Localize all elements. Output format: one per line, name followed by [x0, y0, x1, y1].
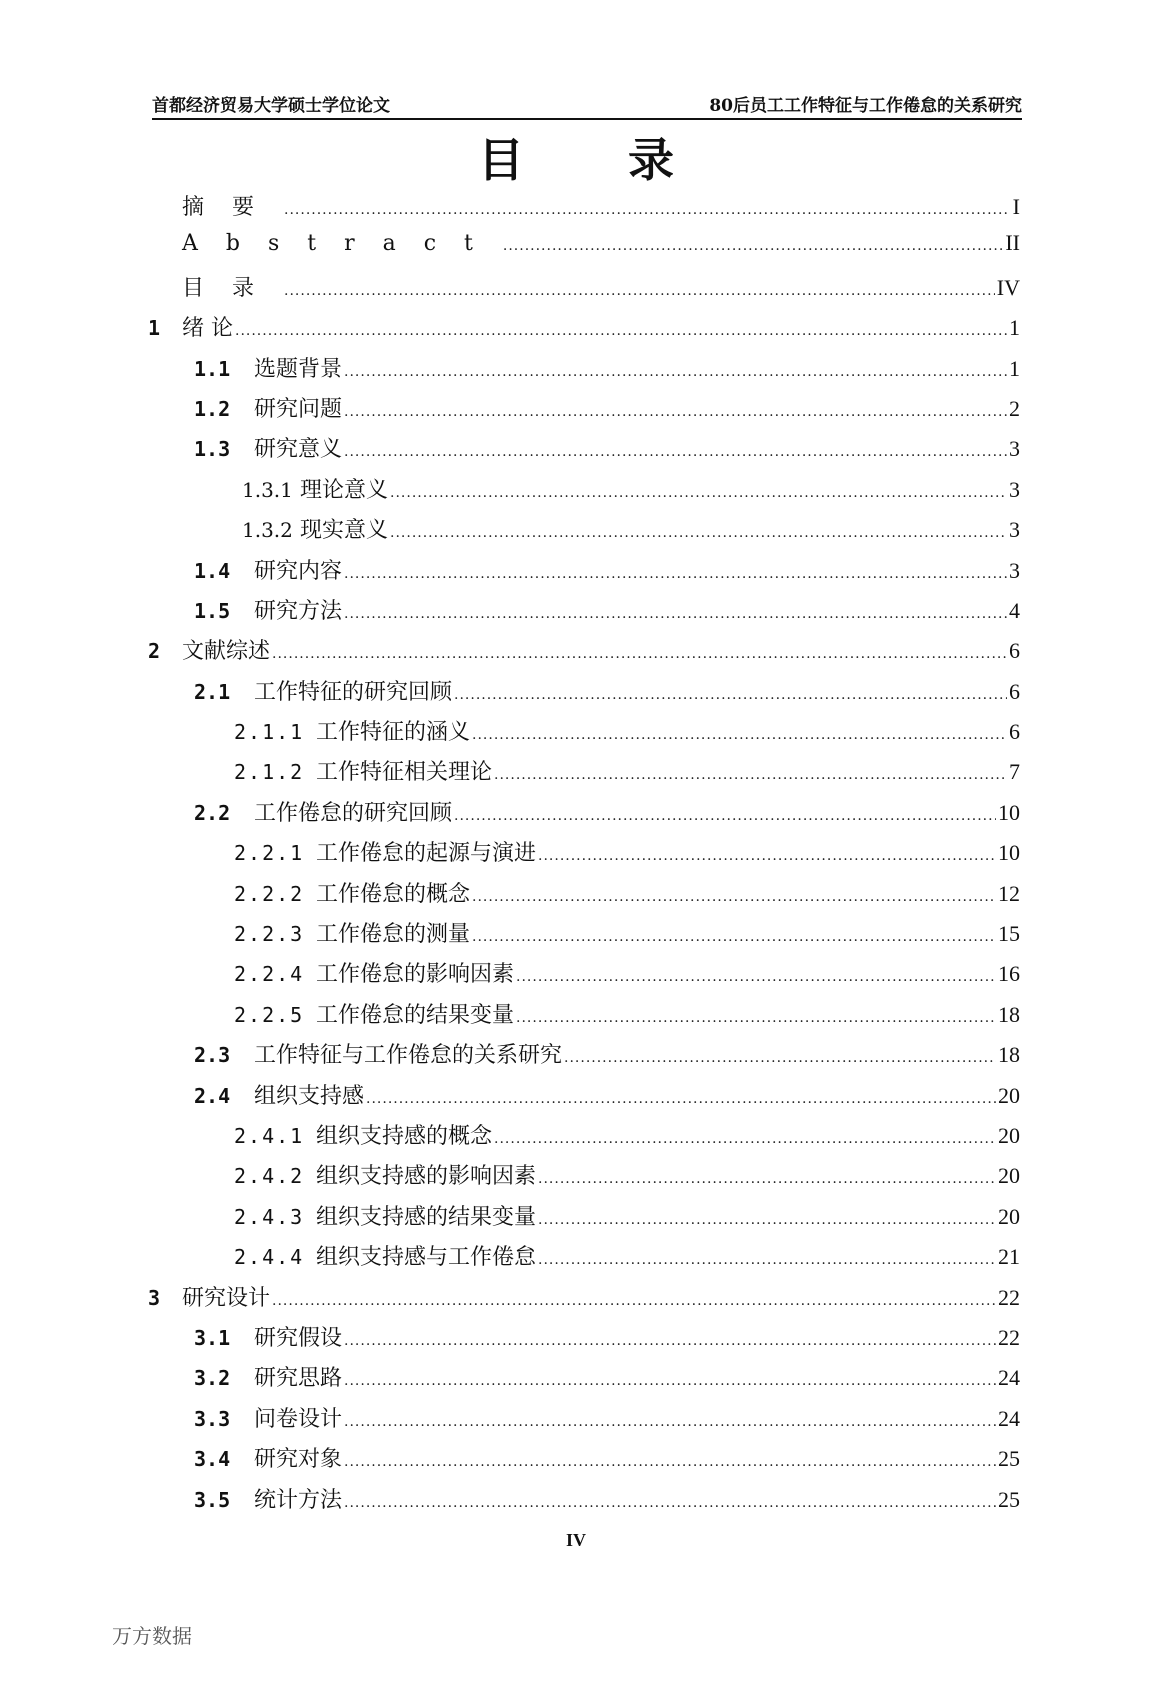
toc-entry-page: 2 — [1009, 395, 1020, 421]
toc-entry[interactable] — [148, 1361, 1020, 1401]
toc-dot-leader — [344, 1414, 996, 1430]
toc-entry-title: 研究对象 — [254, 1447, 343, 1473]
toc-entry-page: 12 — [998, 880, 1020, 906]
page-title: 目 录 — [477, 133, 718, 187]
toc-dot-leader — [272, 646, 1007, 662]
toc-entry-number: 2.2.5 — [234, 1002, 305, 1027]
toc-entry[interactable] — [148, 432, 1020, 472]
toc-entry-page: 20 — [998, 1122, 1020, 1148]
toc-entry-page: 18 — [998, 1042, 1020, 1068]
page-header — [152, 92, 1022, 120]
toc-entry[interactable] — [148, 755, 1020, 795]
toc-dot-leader — [516, 969, 996, 985]
toc-entry-title: 研究问题 — [254, 396, 343, 422]
toc-dot-leader — [472, 889, 996, 905]
toc-entry[interactable] — [148, 392, 1020, 432]
toc-entry-number: 2.4.2 — [234, 1164, 305, 1189]
toc-entry-page: 6 — [1009, 678, 1020, 704]
toc-entry-title: 研究内容 — [254, 558, 343, 584]
toc-dot-leader — [344, 1373, 996, 1389]
toc-entry-number: 3 — [148, 1285, 161, 1310]
toc-entry[interactable] — [148, 1159, 1020, 1199]
toc-entry-number: 1.3 — [194, 437, 231, 462]
toc-entry-number: 3.4 — [194, 1447, 231, 1472]
toc-entry[interactable] — [148, 1079, 1020, 1119]
toc-entry-number: 2.4.1 — [234, 1123, 305, 1148]
toc-entry[interactable] — [148, 513, 1020, 553]
toc-entry[interactable] — [148, 554, 1020, 594]
toc-entry-number: 2.2.2 — [234, 881, 305, 906]
toc-entry-title: 研究假设 — [254, 1325, 343, 1351]
toc-entry[interactable] — [148, 634, 1020, 674]
toc-entry-title: 现实意义 — [300, 518, 389, 544]
toc-entry-title: 工作特征与工作倦怠的关系研究 — [254, 1043, 563, 1069]
toc-entry-title: 组织支持感与工作倦怠 — [316, 1245, 537, 1271]
toc-entry-page: 18 — [998, 1001, 1020, 1027]
toc-entry-title: 研究思路 — [254, 1366, 343, 1392]
header-left-text: 首都经济贸易大学硕士学位论文 — [152, 96, 390, 116]
toc-entry-page: 3 — [1009, 517, 1020, 543]
toc-dot-leader — [344, 606, 1007, 622]
toc-dot-leader — [494, 767, 1007, 783]
header-right-text: 80后员工工作特征与工作倦怠的关系研究 — [709, 96, 1022, 116]
toc-entry-number: 2.1.1 — [234, 720, 305, 745]
toc-entry[interactable] — [148, 1483, 1020, 1523]
toc-dot-leader — [503, 238, 1003, 254]
toc-entry-page: 24 — [998, 1365, 1020, 1391]
toc-entry-number: 1.5 — [194, 598, 231, 623]
toc-dot-leader — [344, 566, 1007, 582]
toc-entry-number: 3.3 — [194, 1406, 231, 1431]
toc-entry-title: 选题背景 — [254, 356, 343, 382]
toc-entry-number: 2.2.4 — [234, 962, 305, 987]
toc-entry[interactable] — [148, 998, 1020, 1038]
toc-entry-title: 工作倦怠的测量 — [316, 922, 471, 948]
toc-entry-page: 25 — [998, 1446, 1020, 1472]
toc-entry-title: 组织支持感的结果变量 — [316, 1204, 537, 1230]
toc-entry[interactable] — [148, 352, 1020, 392]
toc-entry-title: 工作倦怠的结果变量 — [316, 1002, 515, 1028]
toc-entry-number: 1.3.1 — [242, 477, 293, 502]
toc-dot-leader — [494, 1131, 996, 1147]
toc-entry[interactable] — [148, 271, 1020, 311]
toc-entry-title: 组织支持感的概念 — [316, 1123, 493, 1149]
toc-dot-leader — [390, 525, 1007, 541]
toc-entry-title: 工作倦怠的起源与演进 — [316, 841, 537, 867]
toc-entry-number: 3.1 — [194, 1325, 231, 1350]
toc-entry-number: 2.2 — [194, 800, 231, 825]
toc-entry-page: 22 — [998, 1284, 1020, 1310]
toc-entry-page: II — [1005, 230, 1020, 256]
toc-entry-page: 15 — [998, 921, 1020, 947]
toc-entry-page: 6 — [1009, 638, 1020, 664]
toc-entry-title: 绪 论 — [182, 316, 233, 342]
toc-entry[interactable] — [148, 1038, 1020, 1078]
toc-entry-page: 10 — [998, 840, 1020, 866]
toc-entry-title: 研究设计 — [182, 1285, 271, 1311]
toc-dot-leader — [454, 687, 1007, 703]
toc-entry[interactable] — [148, 796, 1020, 836]
toc-entry-page: 7 — [1009, 759, 1020, 785]
toc-dot-leader — [454, 808, 996, 824]
toc-entry-page: IV — [996, 274, 1020, 300]
toc-entry-title: 工作倦怠的研究回顾 — [254, 800, 453, 826]
page-number: IV — [565, 1530, 586, 1550]
toc-entry-number: 1.4 — [194, 558, 231, 583]
toc-entry-title: 理论意义 — [300, 477, 389, 503]
toc-dot-leader — [344, 404, 1007, 420]
toc-entry[interactable] — [148, 1240, 1020, 1280]
toc-entry-number: 2.2.3 — [234, 922, 305, 947]
toc-dot-leader — [538, 1212, 996, 1228]
toc-entry-title: 研究方法 — [254, 598, 343, 624]
toc-entry-number: 2.3 — [194, 1043, 231, 1068]
toc-entry-page: 22 — [998, 1324, 1020, 1350]
toc-entry-number: 2 — [148, 639, 161, 664]
toc-dot-leader — [235, 323, 1007, 339]
toc-entry-page: 4 — [1009, 597, 1020, 623]
toc-entry-title: 工作特征相关理论 — [316, 760, 493, 786]
toc-entry[interactable] — [148, 877, 1020, 917]
toc-entry-title: Abstract — [182, 231, 501, 257]
toc-entry-number: 1.3.2 — [242, 518, 293, 543]
toc-entry-page: 1 — [1009, 355, 1020, 381]
toc-dot-leader — [472, 929, 996, 945]
toc-dot-leader — [538, 1171, 996, 1187]
toc-entry[interactable] — [148, 675, 1020, 715]
toc-entry[interactable] — [148, 594, 1020, 634]
toc-entry-title: 工作特征的涵义 — [316, 720, 471, 746]
toc-entry[interactable] — [148, 1281, 1020, 1321]
toc-entry[interactable] — [148, 1119, 1020, 1159]
toc-entry-page: I — [1012, 194, 1020, 219]
toc-entry[interactable] — [148, 715, 1020, 755]
toc-entry-title: 工作倦怠的影响因素 — [316, 962, 515, 988]
toc-entry-title: 文献综述 — [182, 639, 271, 665]
toc-entry-number: 2.1 — [194, 679, 231, 704]
toc-dot-leader — [390, 485, 1007, 501]
toc-entry-page: 20 — [998, 1203, 1020, 1229]
toc-dot-leader — [344, 1333, 996, 1349]
toc-entry-page: 16 — [998, 961, 1020, 987]
toc-entry-number: 2.4.4 — [234, 1245, 305, 1270]
toc-entry[interactable] — [148, 957, 1020, 997]
toc-entry[interactable] — [148, 190, 1020, 230]
toc-entry[interactable] — [148, 1321, 1020, 1361]
toc-entry[interactable] — [148, 1402, 1020, 1442]
toc-entry-page: 25 — [998, 1486, 1020, 1512]
toc-dot-leader — [472, 727, 1007, 743]
watermark: 万方数据 — [112, 1624, 192, 1648]
toc-dot-leader — [272, 1293, 996, 1309]
toc-entry-number: 2.1.2 — [234, 760, 305, 785]
toc-dot-leader — [284, 283, 995, 299]
toc-dot-leader — [284, 202, 1008, 218]
toc-entry[interactable] — [148, 311, 1020, 351]
toc-entry-page: 24 — [998, 1405, 1020, 1431]
toc-entry[interactable] — [148, 1442, 1020, 1482]
toc-entry-number: 2.2.1 — [234, 841, 305, 866]
toc-entry-title: 组织支持感 — [254, 1083, 365, 1109]
toc-entry-title: 工作倦怠的概念 — [316, 881, 471, 907]
toc-entry[interactable] — [148, 1200, 1020, 1240]
toc-entry-page: 21 — [998, 1244, 1020, 1270]
toc-entry-title: 问卷设计 — [254, 1406, 343, 1432]
toc-entry-title: 组织支持感的影响因素 — [316, 1164, 537, 1190]
toc-dot-leader — [516, 1010, 996, 1026]
toc-entry-title: 统计方法 — [254, 1487, 343, 1513]
toc-entry-page: 3 — [1009, 476, 1020, 502]
table-of-contents — [148, 190, 1020, 1523]
toc-entry-page: 1 — [1009, 315, 1020, 341]
toc-dot-leader — [344, 444, 1007, 460]
toc-entry-number: 3.5 — [194, 1487, 231, 1512]
toc-entry-page: 20 — [998, 1163, 1020, 1189]
toc-entry[interactable] — [148, 230, 1020, 270]
toc-entry-page: 3 — [1009, 436, 1020, 462]
toc-entry-number: 3.2 — [194, 1366, 231, 1391]
toc-entry-title: 目录 — [182, 275, 283, 301]
toc-dot-leader — [366, 1091, 996, 1107]
toc-dot-leader — [538, 848, 996, 864]
toc-entry-page: 3 — [1009, 557, 1020, 583]
toc-dot-leader — [564, 1050, 996, 1066]
toc-entry-page: 10 — [998, 799, 1020, 825]
toc-entry-page: 6 — [1009, 719, 1020, 745]
toc-dot-leader — [344, 1495, 996, 1511]
toc-entry-number: 2.4 — [194, 1083, 231, 1108]
toc-entry-title: 工作特征的研究回顾 — [254, 679, 453, 705]
toc-entry[interactable] — [148, 917, 1020, 957]
toc-entry-number: 1 — [148, 316, 161, 341]
toc-entry-number: 1.2 — [194, 396, 231, 421]
toc-entry-title: 摘要 — [182, 195, 283, 220]
toc-dot-leader — [344, 1454, 996, 1470]
toc-entry[interactable] — [148, 473, 1020, 513]
toc-dot-leader — [344, 364, 1007, 380]
toc-entry-title: 研究意义 — [254, 437, 343, 463]
toc-entry[interactable] — [148, 836, 1020, 876]
toc-entry-page: 20 — [998, 1082, 1020, 1108]
toc-entry-number: 2.4.3 — [234, 1204, 305, 1229]
toc-entry-number: 1.1 — [194, 356, 231, 381]
toc-dot-leader — [538, 1252, 996, 1268]
